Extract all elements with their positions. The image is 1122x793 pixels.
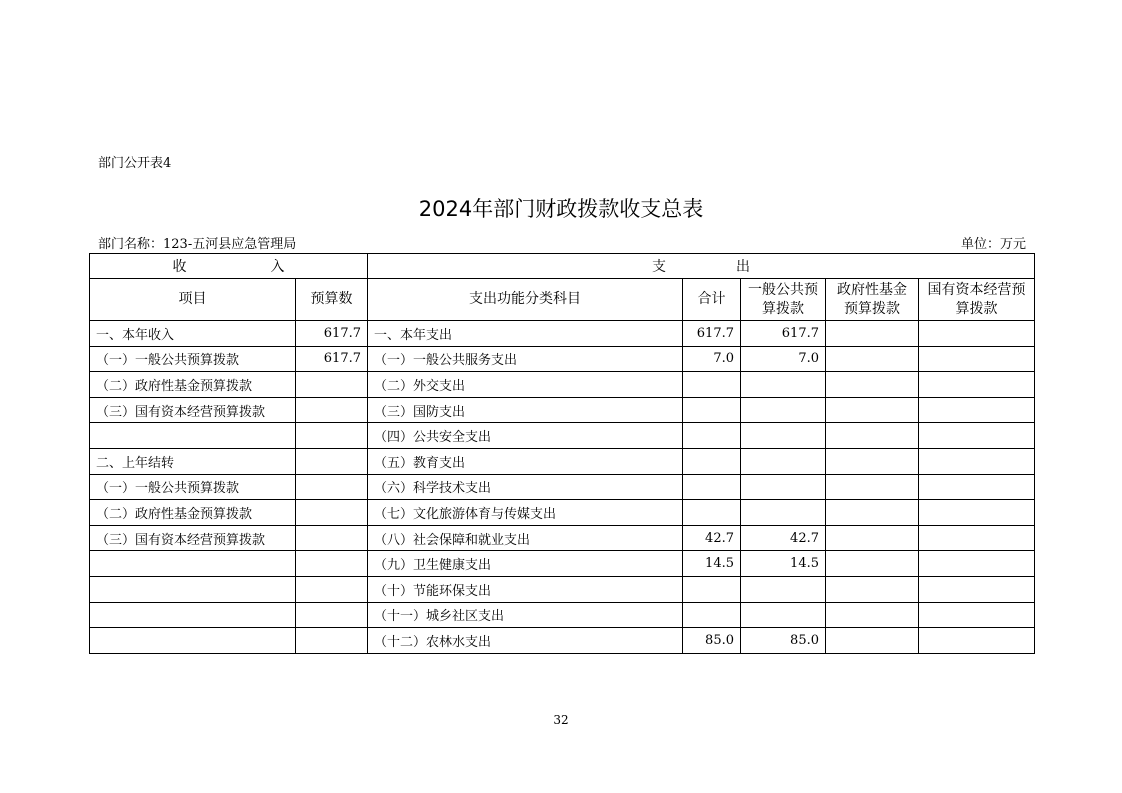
- income-amount-cell: [296, 602, 368, 628]
- table-row: [90, 346, 1035, 372]
- income-item-cell: （二）政府性基金预算拨款: [90, 372, 296, 398]
- total-cell: 42.7: [683, 525, 741, 551]
- state-capital-cell: [919, 423, 1035, 449]
- income-item-cell: [90, 576, 296, 602]
- income-amount-cell: [296, 372, 368, 398]
- expense-item-cell: （七）文化旅游体育与传媒支出: [368, 500, 683, 526]
- item-header: 项目: [90, 279, 296, 321]
- income-item-cell: [90, 602, 296, 628]
- total-cell: [683, 500, 741, 526]
- income-item-cell: （三）国有资本经营预算拨款: [90, 397, 296, 423]
- general-cell: [741, 474, 826, 500]
- income-amount-cell: [296, 397, 368, 423]
- income-amount-cell: [296, 423, 368, 449]
- expense-item-cell: （十一）城乡社区支出: [368, 602, 683, 628]
- income-item-cell: （一）一般公共预算拨款: [90, 474, 296, 500]
- total-cell: [683, 602, 741, 628]
- table-row: [90, 551, 1035, 577]
- income-item-cell: 二、上年结转: [90, 448, 296, 474]
- page-number: 32: [553, 713, 569, 727]
- income-amount-cell: 617.7: [296, 321, 368, 347]
- general-cell: 7.0: [741, 346, 826, 372]
- state-capital-cell: [919, 576, 1035, 602]
- income-item-cell: [90, 628, 296, 654]
- income-amount-cell: [296, 576, 368, 602]
- general-cell: [741, 397, 826, 423]
- table-row: [90, 474, 1035, 500]
- general-cell: 85.0: [741, 628, 826, 654]
- table-row: [90, 576, 1035, 602]
- expense-item-cell: 一、本年支出: [368, 321, 683, 347]
- income-item-cell: （一）一般公共预算拨款: [90, 346, 296, 372]
- expense-item-cell: （四）公共安全支出: [368, 423, 683, 449]
- general-cell: [741, 372, 826, 398]
- general-cell: [741, 602, 826, 628]
- gov-fund-cell: [826, 423, 919, 449]
- budget-table: [89, 253, 1035, 654]
- general-cell: 14.5: [741, 551, 826, 577]
- income-item-cell: 一、本年收入: [90, 321, 296, 347]
- table-row: [90, 602, 1035, 628]
- general-cell: [741, 500, 826, 526]
- expense-item-cell: （十二）农林水支出: [368, 628, 683, 654]
- state-capital-cell: [919, 397, 1035, 423]
- general-cell: [741, 576, 826, 602]
- gov-fund-cell: [826, 474, 919, 500]
- state-capital-cell: [919, 321, 1035, 347]
- total-header: 合计: [683, 279, 741, 321]
- total-cell: 14.5: [683, 551, 741, 577]
- total-cell: [683, 372, 741, 398]
- expense-item-cell: （三）国防支出: [368, 397, 683, 423]
- state-capital-cell: [919, 628, 1035, 654]
- income-item-cell: [90, 551, 296, 577]
- table-row: [90, 500, 1035, 526]
- table-row: [90, 628, 1035, 654]
- gov-fund-cell: [826, 551, 919, 577]
- table-row: [90, 525, 1035, 551]
- total-cell: [683, 423, 741, 449]
- gov-fund-cell: [826, 346, 919, 372]
- state-capital-header: 国有资本经营预算拨款: [919, 279, 1035, 321]
- total-cell: [683, 576, 741, 602]
- expense-item-cell: （十）节能环保支出: [368, 576, 683, 602]
- total-cell: [683, 448, 741, 474]
- gov-fund-cell: [826, 372, 919, 398]
- general-cell: 617.7: [741, 321, 826, 347]
- general-header: 一般公共预算拨款: [741, 279, 826, 321]
- total-cell: 85.0: [683, 628, 741, 654]
- income-amount-cell: [296, 551, 368, 577]
- income-amount-cell: 617.7: [296, 346, 368, 372]
- state-capital-cell: [919, 372, 1035, 398]
- gov-fund-cell: [826, 602, 919, 628]
- state-capital-cell: [919, 602, 1035, 628]
- total-cell: [683, 474, 741, 500]
- income-item-cell: （三）国有资本经营预算拨款: [90, 525, 296, 551]
- expense-group-header: 支 出: [368, 254, 1035, 279]
- page-title: 2024年部门财政拨款收支总表: [418, 197, 704, 221]
- state-capital-cell: [919, 500, 1035, 526]
- budget-header: 预算数: [296, 279, 368, 321]
- state-capital-cell: [919, 551, 1035, 577]
- expense-item-cell: （八）社会保障和就业支出: [368, 525, 683, 551]
- general-cell: [741, 448, 826, 474]
- expense-item-cell: （二）外交支出: [368, 372, 683, 398]
- total-cell: [683, 397, 741, 423]
- table-row: [90, 321, 1035, 347]
- header-row-columns: [90, 279, 1035, 321]
- state-capital-cell: [919, 346, 1035, 372]
- expense-item-cell: （六）科学技术支出: [368, 474, 683, 500]
- state-capital-cell: [919, 474, 1035, 500]
- department-name: 部门名称：123-五河县应急管理局: [98, 237, 297, 252]
- table-row: [90, 448, 1035, 474]
- gov-fund-cell: [826, 576, 919, 602]
- income-group-header: 收 入: [90, 254, 368, 279]
- gov-fund-cell: [826, 628, 919, 654]
- gov-fund-cell: [826, 500, 919, 526]
- income-amount-cell: [296, 500, 368, 526]
- income-amount-cell: [296, 628, 368, 654]
- header-row-group: [90, 254, 1035, 279]
- total-cell: 7.0: [683, 346, 741, 372]
- expense-item-cell: （五）教育支出: [368, 448, 683, 474]
- gov-fund-header: 政府性基金预算拨款: [826, 279, 919, 321]
- unit-label: 单位：万元: [960, 237, 1026, 252]
- gov-fund-cell: [826, 397, 919, 423]
- income-amount-cell: [296, 448, 368, 474]
- general-cell: [741, 423, 826, 449]
- func-class-header: 支出功能分类科目: [368, 279, 683, 321]
- income-amount-cell: [296, 474, 368, 500]
- table-row: [90, 423, 1035, 449]
- gov-fund-cell: [826, 448, 919, 474]
- table-id: 部门公开表4: [98, 156, 172, 171]
- income-amount-cell: [296, 525, 368, 551]
- gov-fund-cell: [826, 321, 919, 347]
- table-row: [90, 397, 1035, 423]
- gov-fund-cell: [826, 525, 919, 551]
- state-capital-cell: [919, 525, 1035, 551]
- income-item-cell: （二）政府性基金预算拨款: [90, 500, 296, 526]
- income-item-cell: [90, 423, 296, 449]
- total-cell: 617.7: [683, 321, 741, 347]
- state-capital-cell: [919, 448, 1035, 474]
- general-cell: 42.7: [741, 525, 826, 551]
- expense-item-cell: （九）卫生健康支出: [368, 551, 683, 577]
- table-row: [90, 372, 1035, 398]
- expense-item-cell: （一）一般公共服务支出: [368, 346, 683, 372]
